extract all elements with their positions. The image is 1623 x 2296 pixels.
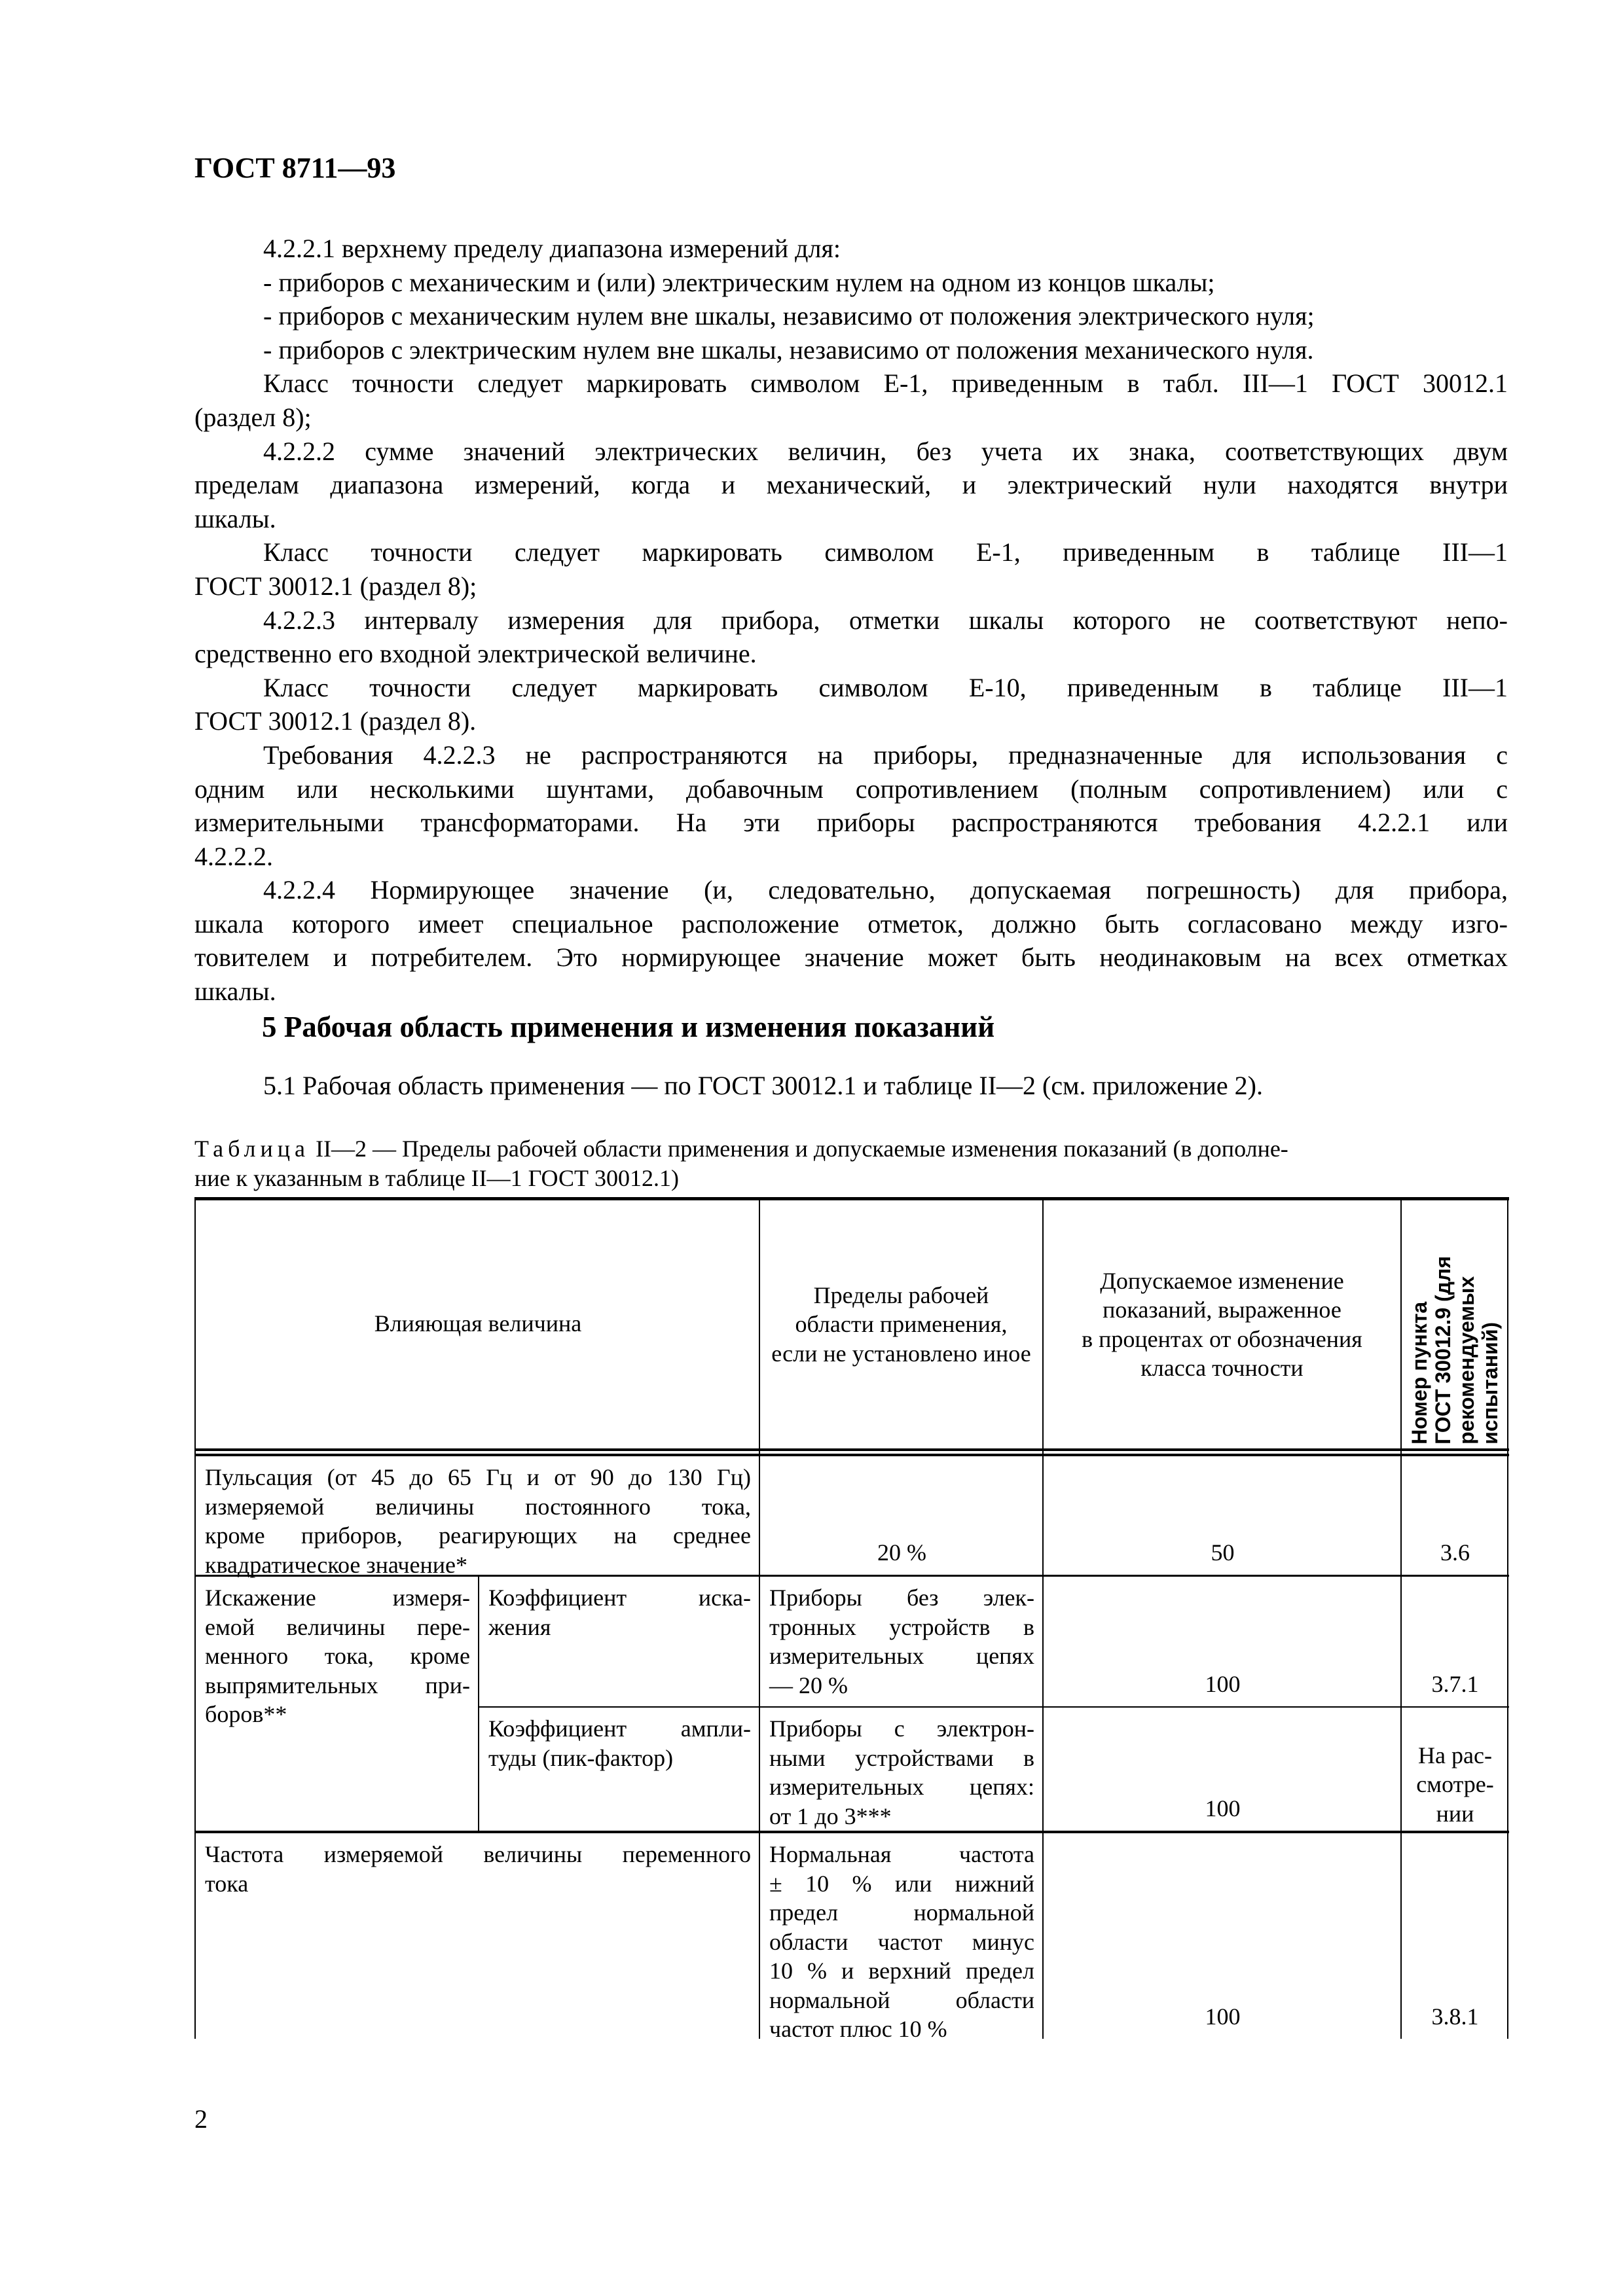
- cell-clause: [1402, 1833, 1507, 2039]
- header-limits: [760, 1200, 1042, 1448]
- paragraph-line: 4.2.2.2 сумме значений электрических величин, без учета их знака, соответствующих двум: [263, 436, 1508, 466]
- cell-subfactor: [479, 1577, 759, 1706]
- header-text: Номер пункта: [1407, 1301, 1431, 1444]
- cell-line: туды (пик-фактор): [488, 1744, 674, 1771]
- cell-line: тронных устройств в: [769, 1613, 1034, 1640]
- cell-value: 3.8.1: [1431, 2003, 1479, 2030]
- cell-line: области частот минус: [769, 1928, 1034, 1955]
- header-text: показаний, выраженное: [1103, 1297, 1341, 1323]
- cell-line: предел нормальной: [769, 1899, 1034, 1926]
- paragraph-line: шкала которого имеет специальное расположение отметок, должно быть согласовано между изго-: [194, 908, 1508, 939]
- list-item: - приборов с механическим и (или) электрическим нулем на одном из концов шкалы;: [263, 267, 1215, 297]
- cell-line: нормальной области: [769, 1986, 1034, 2013]
- header-text: Допускаемое изменение: [1100, 1267, 1344, 1294]
- table-row-distortion-factor: [196, 1577, 478, 1831]
- caption-label: Таблица: [194, 1136, 310, 1162]
- table-row-ripple-factor: [196, 1456, 759, 1578]
- cell-line: измерительных цепях: [769, 1643, 1034, 1669]
- cell-line: частот плюс 10 %: [769, 2016, 947, 2042]
- cell-limits: [760, 1456, 1042, 1575]
- cell-value: 20 %: [877, 1539, 926, 1566]
- paragraph-line: 4.2.2.2.: [194, 841, 273, 871]
- header-text: в процентах от обозначения: [1082, 1325, 1362, 1352]
- cell-line: боров**: [205, 1701, 287, 1727]
- cell-value: 50: [1211, 1539, 1235, 1566]
- cell-line: измеряемой величины постоянного тока,: [205, 1493, 751, 1520]
- header-rule: [194, 1448, 1509, 1451]
- header-text: если не установлено иное: [771, 1340, 1031, 1367]
- cell-line: квадратическое значение*: [205, 1551, 468, 1578]
- paragraph-line: 4.2.2.3 интервалу измерения для прибора, отметки шкалы которого не соответствуют непо-: [263, 605, 1508, 635]
- cell-line: ными устройствами в: [769, 1744, 1034, 1771]
- cell-change: [1044, 1577, 1400, 1706]
- document-header: ГОСТ 8711—93: [194, 152, 396, 184]
- cell-line: Искажение измеря-: [205, 1585, 470, 1611]
- paragraph-line: одним или несколькими шунтами, добавочным сопротивлением (полным сопротивлением) или с: [194, 774, 1508, 804]
- paragraph-line: Класс точности следует маркировать символом Е-1, приведенным в таблице III—1: [263, 537, 1508, 567]
- cell-line: жения: [488, 1613, 551, 1640]
- list-item: - приборов с механическим нулем вне шкалы, независимо от положения электрического нуля;: [263, 301, 1315, 331]
- cell-limits: [760, 1577, 1042, 1706]
- cell-value: 100: [1205, 1795, 1241, 1821]
- cell-value: 100: [1205, 1670, 1241, 1697]
- paragraph-line: 4.2.2.1 верхнему пределу диапазона измерений для:: [263, 234, 841, 263]
- page-number: 2: [194, 2104, 208, 2134]
- cell-change: [1044, 1833, 1400, 2039]
- cell-subfactor: [479, 1708, 759, 1831]
- paragraph-5-1: 5.1 Рабочая область применения — по ГОСТ 30012.1 и таблице II—2 (см. приложение 2).: [263, 1071, 1263, 1100]
- header-factor: [196, 1200, 759, 1448]
- cell-line: кроме приборов, реагирующих на среднее: [205, 1522, 751, 1549]
- caption-text: II—2 — Пределы рабочей области применения и допускаемые изменения показаний (в дополне-: [309, 1136, 1288, 1162]
- cell-clause: [1402, 1708, 1507, 1831]
- paragraph-line: Класс точности следует маркировать символом Е-1, приведенным в табл. III—1 ГОСТ 30012.1: [263, 368, 1508, 399]
- paragraph-line: (раздел 8);: [194, 402, 312, 432]
- cell-change: [1044, 1456, 1400, 1575]
- paragraph-line: Требования 4.2.2.3 не распространяются на приборы, предназначенные для использования с: [263, 740, 1508, 770]
- paragraph-line: шкалы.: [194, 977, 276, 1007]
- cell-change: [1044, 1708, 1400, 1831]
- list-item: - приборов с электрическим нулем вне шкалы, независимо от положения механического нуля.: [263, 334, 1314, 365]
- cell-clause: [1402, 1456, 1507, 1575]
- cell-line: Приборы с электрон-: [769, 1715, 1034, 1742]
- table-caption: [194, 1134, 1508, 1193]
- cell-line: измерительных цепях:: [769, 1774, 1034, 1800]
- cell-line: смотре-: [1416, 1771, 1494, 1797]
- cell-line: тока: [205, 1870, 249, 1897]
- table-row-frequency: [196, 1833, 759, 2039]
- cell-line: менного тока, кроме: [205, 1643, 470, 1669]
- cell-line: ± 10 % или нижний: [769, 1870, 1034, 1897]
- cell-line: Нормальная частота: [769, 1841, 1034, 1867]
- paragraph-line: шкалы.: [194, 503, 276, 533]
- cell-value: 100: [1205, 2003, 1241, 2030]
- header-clause: [1402, 1200, 1507, 1448]
- cell-line: — 20 %: [769, 1672, 848, 1698]
- cell-line: от 1 до 3***: [769, 1803, 892, 1829]
- header-text: Пределы рабочей: [813, 1282, 989, 1308]
- cell-line: емой величины пере-: [205, 1613, 470, 1640]
- cell-value: 3.7.1: [1431, 1670, 1479, 1697]
- header-text: ГОСТ 30012.9 (для: [1431, 1256, 1455, 1444]
- cell-line: выпрямительных при-: [205, 1672, 470, 1698]
- paragraph-line: 4.2.2.4 Нормирующее значение (и, следовательно, допускаемая погрешность) для прибора,: [263, 875, 1508, 905]
- cell-line: Пульсация (от 45 до 65 Гц и от 90 до 130 Гц): [205, 1464, 751, 1490]
- paragraph-line: ГОСТ 30012.1 (раздел 8);: [194, 571, 477, 601]
- cell-line: Частота измеряемой величины переменного: [205, 1841, 751, 1867]
- paragraph-line: средственно его входной электрической величине.: [194, 639, 757, 669]
- cell-line: Коэффициент иска-: [488, 1585, 751, 1611]
- cell-value: 3.6: [1440, 1539, 1470, 1566]
- header-text: рекомендуемых: [1454, 1276, 1478, 1444]
- header-change: [1044, 1200, 1400, 1448]
- section-heading: 5 Рабочая область применения и изменения показаний: [262, 1011, 995, 1043]
- paragraph-line: Класс точности следует маркировать символом Е-10, приведенным в таблице III—1: [263, 672, 1508, 702]
- cell-line: Коэффициент ампли-: [488, 1715, 751, 1742]
- header-text: области применения,: [795, 1311, 1008, 1338]
- paragraph-line: измерительными трансформаторами. На эти приборы распространяются требования 4.2.2.1 или: [194, 808, 1508, 838]
- paragraph-line: пределам диапазона измерений, когда и механический, и электрический нули находятся внутри: [194, 470, 1508, 500]
- cell-line: На рас-: [1418, 1742, 1492, 1768]
- header-text: испытаний): [1478, 1322, 1502, 1444]
- header-text: класса точности: [1140, 1355, 1304, 1381]
- cell-line: Приборы без элек-: [769, 1585, 1034, 1611]
- cell-line: 10 % и верхний предел: [769, 1958, 1034, 1984]
- caption-text: ние к указанным в таблице II—1 ГОСТ 30012.1): [194, 1165, 679, 1191]
- cell-limits: [760, 1708, 1042, 1831]
- header-text: Влияющая величина: [374, 1310, 582, 1337]
- column-rule: [1507, 1198, 1508, 2039]
- paragraph-line: товителем и потребителем. Это нормирующее значение может быть неодинаковым на всех отметках: [194, 942, 1508, 973]
- cell-limits: [760, 1833, 1042, 2042]
- body-text: [194, 232, 1508, 1009]
- paragraph-line: ГОСТ 30012.1 (раздел 8).: [194, 706, 477, 736]
- cell-clause: [1402, 1577, 1507, 1706]
- cell-line: нии: [1436, 1800, 1474, 1827]
- header-clause-rotated: [1408, 1256, 1502, 1444]
